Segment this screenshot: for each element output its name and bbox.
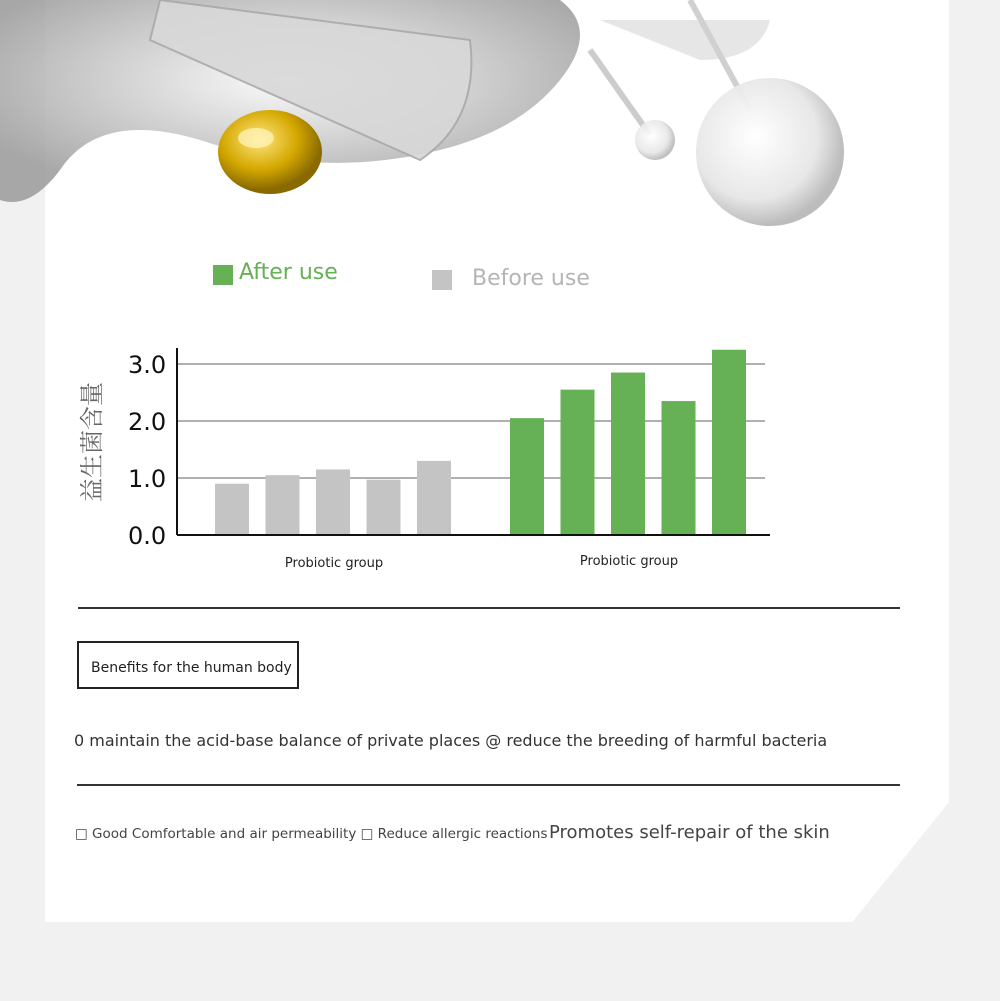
bar — [266, 475, 300, 535]
probiotic-bar-chart — [60, 330, 800, 590]
legend-before — [432, 268, 590, 291]
legend-after — [213, 259, 338, 285]
legend-after-swatch — [213, 265, 233, 285]
y-tick-labels — [128, 351, 166, 550]
x-group-label: Probiotic group — [579, 554, 679, 569]
y-tick-label: 2.0 — [128, 408, 167, 436]
y-tick-label: 3.0 — [128, 351, 167, 379]
bar — [611, 373, 645, 535]
x-group-labels — [285, 554, 678, 571]
bar — [712, 350, 746, 535]
divider-bottom — [77, 784, 900, 786]
benefits-title: Benefits for the human body — [91, 660, 292, 676]
benefit-line-2-small: □ Good Comfortable and air permeability □ Reduce allergic reactions — [75, 826, 548, 842]
benefit-line-1: 0 maintain the acid-base balance of private places @ reduce the breeding of harmful bacteria — [74, 731, 828, 750]
divider-top — [78, 607, 900, 609]
bar — [215, 484, 249, 535]
product-illustration — [0, 0, 1000, 240]
bar — [417, 461, 451, 535]
benefits-title-box — [77, 641, 299, 689]
benefit-line-2-large: Promotes self-repair of the skin — [549, 822, 830, 843]
bar — [367, 480, 401, 535]
bar — [561, 390, 595, 535]
bar — [316, 469, 350, 535]
legend-after-label: After use — [239, 259, 338, 285]
bar — [662, 401, 696, 535]
chart-bars — [215, 350, 746, 535]
legend-before-swatch — [432, 270, 452, 290]
legend-before-label: Before use — [472, 266, 590, 291]
y-tick-label: 0.0 — [128, 522, 167, 550]
y-axis-label: 益生菌含量 — [78, 382, 106, 502]
y-tick-label: 1.0 — [128, 465, 167, 493]
x-group-label: Probiotic group — [284, 556, 384, 571]
bar — [510, 418, 544, 535]
